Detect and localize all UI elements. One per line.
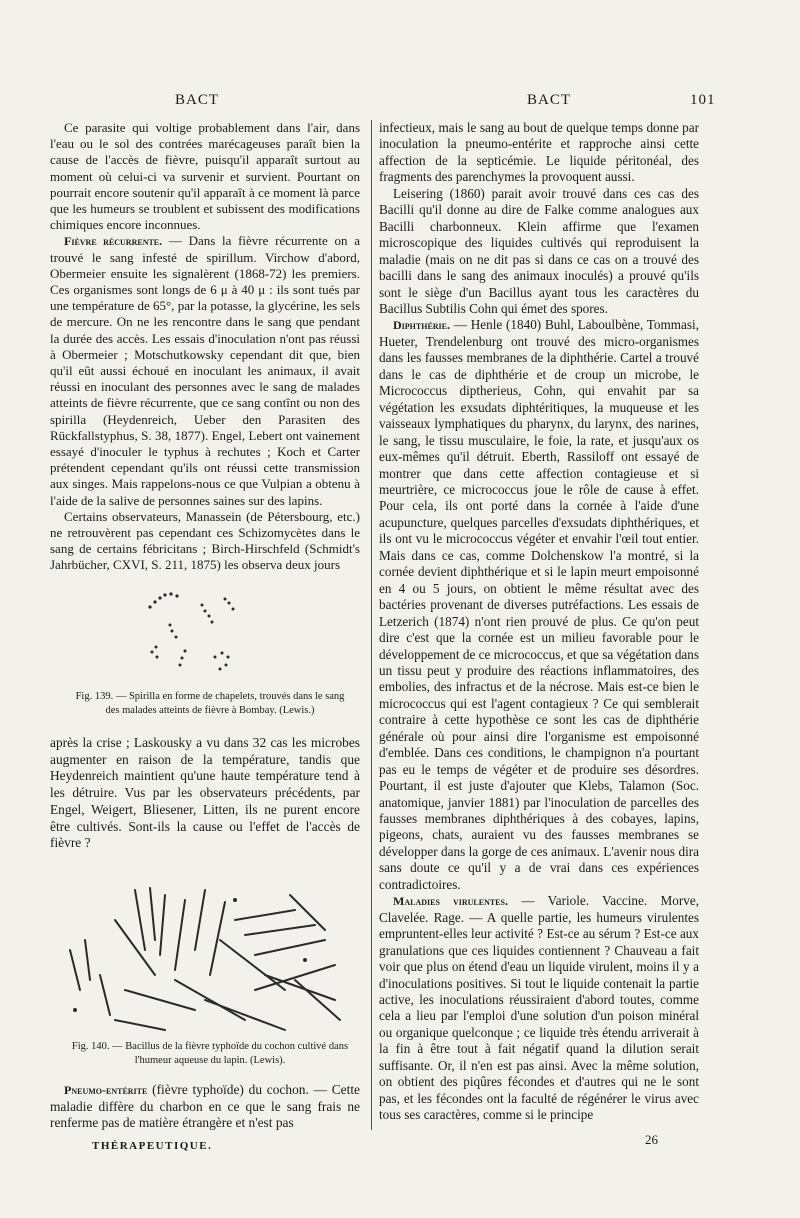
figure-139-spirilla — [130, 585, 270, 680]
paragraph-infectieux: infectieux, mais le sang au bout de quelque temps donne par inoculation la pneumo-entérite et rapproche ainsi cette affection de la septicémie. Le liquide péritonéal, des fragments des parenchymes la provoquent aussi. — [379, 120, 699, 185]
figure-140-caption: Fig. 140. — Bacillus de la fièvre typhoïde du cochon cultivé dans l'humeur aqueuse du lapin. (Lewis). — [71, 1041, 349, 1066]
page-number: 101 — [690, 92, 716, 108]
heading-pneumo-enterite: Pneumo-entérite — [64, 1083, 148, 1097]
paragraph-observateurs: Certains observateurs, Manassein (de Pétersbourg, etc.) ne retrouvèrent pas cependant ces Schizomycètes dans le sang de certains fébricitans ; Birch-Hirschfeld (Schmidt's Jahrbücher, CXVI, S. 211, 1875) les observa deux jours — [50, 508, 360, 573]
signature-mark: 26 — [645, 1132, 658, 1147]
text-maladies-virulentes: — Variole. Vaccine. Morve, Clavelée. Rage. — A quelle partie, les humeurs virulentes empruntent-elles leur activité ? Est-ce au sérum ? Est-ce aux granulations que ces liquides contiennent ? Chauveau a fait voir que plus on étend d'eau un liquide virulent, moins il y a d'inoculations positives. Si tout le liquide contenait la partie active, les inoculations réussiraient d'abord toutes, comme cela a lieu par l'emploi d'une solution d'un poison minéral ou organique quelconque ; ce liquide très étendu arriverait à la fin à être tout à fait négatif quand la dilution serait suffisante. Or, il n'en est pas ainsi. Avec la même solution, on obtient des piqûres fécondes et d'autres qui ne le sont pas, et les fécondes ont la faculté de régénérer le virus avec tous ses caractères, comme si le principe — [379, 893, 699, 1123]
left-column-top — [50, 120, 360, 574]
left-column-middle — [50, 735, 360, 852]
paragraph-apres-la-crise: après la crise ; Laskousky a vu dans 32 cas les microbes augmenter en raison de la température, tandis que Heydenreich maintient qu'une haute température tend à les détruire. Vus par les observateurs précédents, par Engel, Weigert, Bliesener, Litten, ils ne purent encore être cultivés. Sont-ils la cause ou l'effet de l'accès de fièvre ? — [50, 735, 360, 851]
paragraph-maladies-virulentes — [379, 893, 699, 1123]
paragraph-pneumo-enterite — [50, 1082, 360, 1132]
text-fievre-recurrente: — Dans la fièvre récurrente on a trouvé le sang infesté de spirillum. Virchow d'abord, Obermeier ensuite les signalèrent (1868-72) les premiers. Ces organismes sont longs de 6 μ à 40 μ : ils sont tués par une température de 65°, par la potasse, la glycérine, les sels de mercure. On ne les rencontre dans le sang que pendant la durée des accès. Les essais d'inoculation n'ont pas réussi à Obermeier ; Motschutkowsky cependant dit que, bien qu'il eût aussi échoué en inoculant les animaux, il avait réussi en inoculant des personnes avec le sang de malades atteints de fièvre récurrente, que ce sang contînt ou non des spirilla (Heydenreich, Ueber den Parasiten des Rückfallstyphus, S. 38, 1877). Engel, Lebert ont vainement essayé d'inoculer le typhus à rechutes ; Koch et Carter prétendent cependant qu'ils ont réussi cette transmission aux singes. Mais rappelons-nous ce que Vulpian a obtenu à l'aide de la salive de personnes saines sur des lapins. — [50, 233, 360, 508]
left-column-bottom — [50, 1082, 360, 1132]
figure-140-bacillus — [55, 880, 355, 1040]
text-pneumo-enterite: (fièvre typhoïde) du cochon. — Cette maladie diffère du charbon en ce que le sang frais ne renferme pas de matière étrangère et n'est pas — [50, 1082, 360, 1131]
paragraph-leisering: Leisering (1860) parait avoir trouvé dans ces cas des Bacilli qu'il donne au dire de Falke comme analogues aux Bacilli charbonneux. Klein affirme que l'examen microscopique des liquides cultivés qui reproduisent la maladie (mais on ne dit pas si dans ce cas on a trouvé des bacilli dans le sang des animaux inoculés) a prouvé qu'ils sont le siège d'un Bacillus ayant tous les caractères du Bacillus Subtilis Cohn qui émet des spores. — [379, 185, 699, 316]
footer-therapeutique: THÉRAPEUTIQUE. — [92, 1140, 213, 1152]
column-rule — [371, 120, 372, 1130]
paragraph-fievre-recurrente — [50, 233, 360, 508]
running-head-left: BACT — [175, 92, 220, 108]
paragraph-parasite: Ce parasite qui voltige probablement dans l'air, dans l'eau ou le sol des contrées marécageuses paraît bien la cause de l'accès de fièvre, puisqu'il apparaît surtout au moment où celui-ci va survenir et survient. Pourtant on pourrait encore soutenir qu'il apparaît à ce moment là parce que les humeurs se troublent et subissent des modifications chimiques encore inconnues. — [50, 120, 360, 233]
running-head-right: BACT — [527, 92, 572, 108]
right-column — [379, 120, 699, 1124]
paragraph-diphtherie — [379, 317, 699, 893]
heading-fievre-recurrente: Fièvre récurrente. — [64, 234, 163, 249]
figure-139-caption: Fig. 139. — Spirilla en forme de chapelets, trouvés dans le sang des malades atteints de fièvre à Bombay. (Lewis.) — [75, 691, 345, 716]
heading-maladies-virulentes: Maladies virulentes. — [393, 894, 508, 909]
text-diphtherie: — Henle (1840) Buhl, Laboulbène, Tommasi, Hueter, Trendelenburg ont trouvé des micro-organismes dans les fausses membranes de la diphthérie. Cartel a trouvé dans le cas de diphthérie et de croup un microbe, le Micrococcus diptherieus, Cohn, qui envahit par sa végétation les exsudats diphtéritiques, la muqueuse et les vaisseaux lymphatiques du pharynx, du larynx, des narines, le sang, le tissu musculaire, le foie, la rate, et jusqu'aux os eux-mêmes qu'il détruit. Eberth, Rassiloff ont essayé de montrer que dans cette affection contagieuse et si meurtrière, ce micrococcus joue le rôle de cause à effet. Pour cela, ils ont porté dans la cornée à l'aide d'une acupuncture, quelques parcelles d'exsudats diphthériques, et ils ont vu le micrococcus végéter et envahir l'œil tout entier. Mais dans ce cas, comme Dolchenskow l'a montré, si la cornée devient diphthérique et si le lapin meurt empoisonné en 4 ou 5 jours, on obtient le même résultat avec des bactéries provenant de diverses putréfactions. Les essais de Letzerich (1874) n'ont rien prouvé de plus. Ce qu'on peut dire c'est que la cornée est un milieu favorable pour le développement de ce micrococcus, et que sa végétation dans un tissu peut y produire des réactions inflammatoires, des embolies, des infractus et de la nécrose. Mais est-ce bien le micrococcus qui est l'agent contagieux ? Ce qui semblerait contraire à cette hypothèse ce sont les cas de diphthérie générale où pour ainsi dire l'organisme est empoisonné d'emblée. Dans ces conditions, le champignon n'a pourtant pas eu le temps de végéter et de produire ses désordres. Pourtant, il est juste d'ajouter que Klebs, Talamon (Soc. anatomique, janvier 1881) par l'inoculation de parcelles des fausses membranes diphthériques à des cobayes, lapins, pigeons, chats, auraient vu des fausses membranes se développer dans la gorge de ces animaux. L'avenir nous dira sans doute ce qu'il y a de vrai dans ces expériences contradictoires. — [379, 317, 699, 892]
heading-diphtherie: Diphthérie. — [393, 318, 451, 333]
